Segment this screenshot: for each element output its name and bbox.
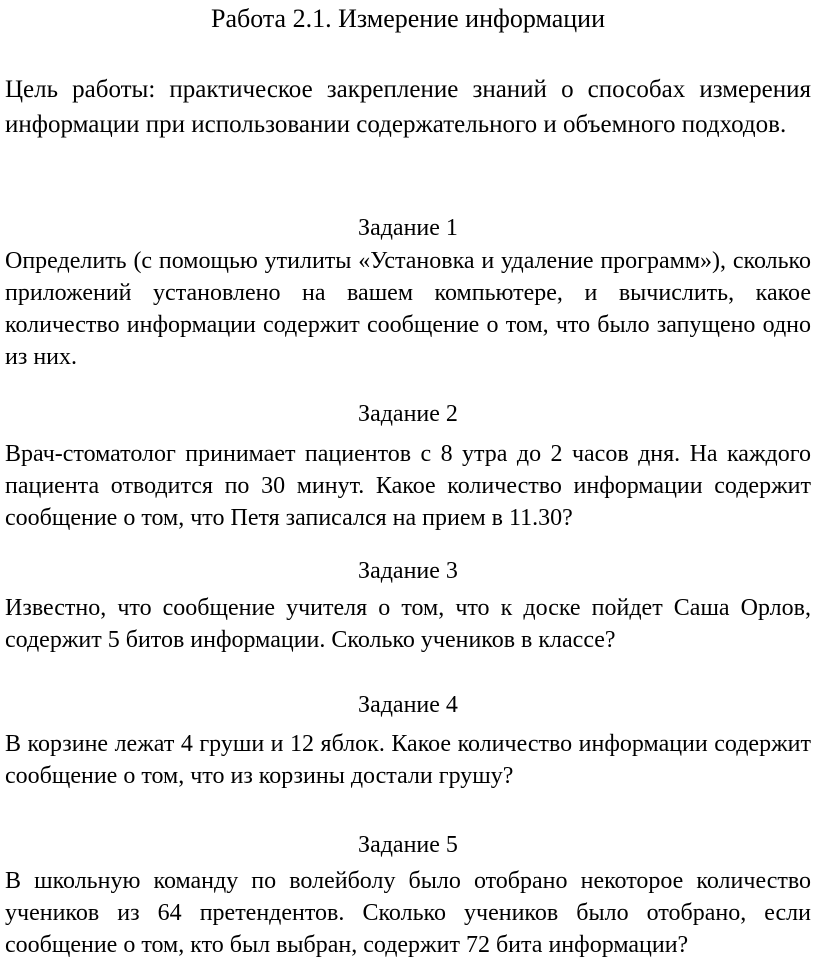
task-5-text: В школьную команду по волейболу было отобрано некоторое количество учеников из 64 претендентов. Сколько учеников было отобрано, если сообщение о том, кто был выбран, содержит 72 бита информации? [5, 868, 811, 958]
task-1-heading: Задание 1 [358, 215, 458, 241]
goal-paragraph: Цель работы: практическое закрепление знаний о способах измерения информации при использовании содержательного и объемного подходов. [5, 76, 811, 138]
task-4-text: В корзине лежат 4 груши и 12 яблок. Какое количество информации содержит сообщение о том, что из корзины достали грушу? [5, 731, 811, 789]
task-1-text: Определить (с помощью утилиты «Установка и удаление программ»), сколько приложений установлено на вашем компьютере, и вычислить, какое количество информации содержит сообщение о том, что было запущено одно из них. [5, 248, 811, 370]
task-5-heading: Задание 5 [358, 832, 458, 858]
task-2-heading: Задание 2 [358, 401, 458, 427]
task-2-text: Врач-стоматолог принимает пациентов с 8 утра до 2 часов дня. На каждого пациента отводится по 30 минут. Какое количество информации содержит сообщение о том, что Петя записался на прием в 11.30? [5, 441, 811, 531]
task-4-heading: Задание 4 [358, 692, 458, 718]
document-title: Работа 2.1. Измерение информации [210, 4, 606, 33]
task-3-heading: Задание 3 [358, 558, 458, 584]
task-3-text: Известно, что сообщение учителя о том, что к доске пойдет Саша Орлов, содержит 5 битов информации. Сколько учеников в классе? [5, 595, 811, 653]
